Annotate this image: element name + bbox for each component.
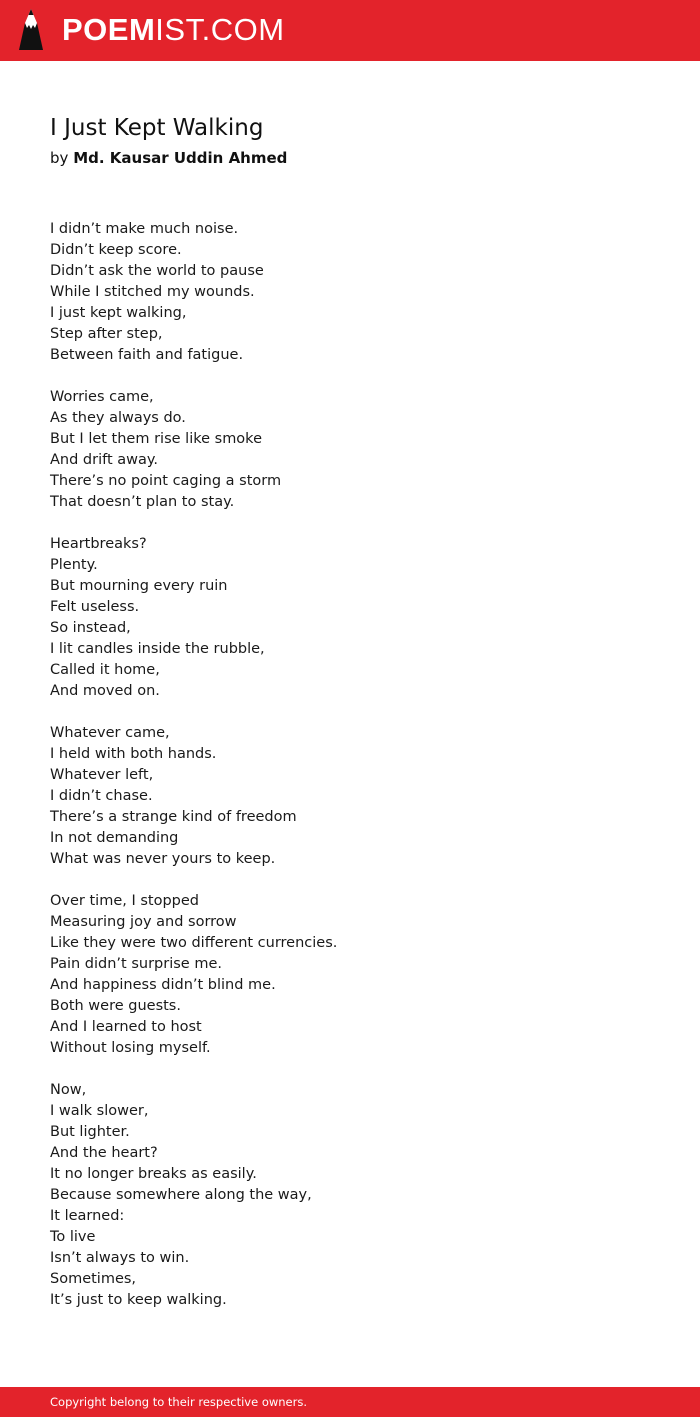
poem-line: There’s no point caging a storm bbox=[50, 473, 282, 489]
stanza bbox=[50, 387, 650, 513]
site-logo[interactable] bbox=[62, 10, 285, 50]
poem-line: So instead, bbox=[50, 620, 131, 636]
poem-line: And happiness didn’t blind me. bbox=[50, 977, 276, 993]
poem-line: Without losing myself. bbox=[50, 1040, 211, 1056]
by-label: by bbox=[50, 149, 69, 167]
poem-line: Whatever came, bbox=[50, 725, 170, 741]
poem-line: It’s just to keep walking. bbox=[50, 1292, 227, 1308]
poem-line: In not demanding bbox=[50, 830, 179, 846]
poem-line: Called it home, bbox=[50, 662, 160, 678]
poem-line: I didn’t make much noise. bbox=[50, 221, 239, 237]
site-header bbox=[0, 0, 700, 61]
poem-line: There’s a strange kind of freedom bbox=[50, 809, 297, 825]
stanza bbox=[50, 891, 650, 1059]
pencil-icon[interactable] bbox=[18, 9, 44, 51]
poem-title: I Just Kept Walking bbox=[50, 115, 264, 141]
poem-line: Didn’t keep score. bbox=[50, 242, 182, 258]
poem-line: As they always do. bbox=[50, 410, 186, 426]
logo-light-text: IST.COM bbox=[155, 12, 285, 47]
poem-line: Plenty. bbox=[50, 557, 98, 573]
poem-line: Heartbreaks? bbox=[50, 536, 147, 552]
copyright-text: Copyright belong to their respective owners. bbox=[50, 1395, 308, 1409]
poem-line: Both were guests. bbox=[50, 998, 181, 1014]
poem-line: What was never yours to keep. bbox=[50, 851, 276, 867]
poem-line: Didn’t ask the world to pause bbox=[50, 263, 264, 279]
poem-line: I lit candles inside the rubble, bbox=[50, 641, 265, 657]
poem-line: And I learned to host bbox=[50, 1019, 202, 1035]
poem-line: I held with both hands. bbox=[50, 746, 217, 762]
poem-line: But lighter. bbox=[50, 1124, 130, 1140]
stanza bbox=[50, 723, 650, 870]
poem-line: Between faith and fatigue. bbox=[50, 347, 244, 363]
poem-line: Pain didn’t surprise me. bbox=[50, 956, 222, 972]
poem-line: Measuring joy and sorrow bbox=[50, 914, 237, 930]
stanza bbox=[50, 219, 650, 366]
poem-line: But I let them rise like smoke bbox=[50, 431, 262, 447]
poem-line: Worries came, bbox=[50, 389, 154, 405]
poem-line: It no longer breaks as easily. bbox=[50, 1166, 257, 1182]
poem-line: To live bbox=[50, 1229, 96, 1245]
logo-bold-text: POEM bbox=[62, 12, 156, 47]
site-footer bbox=[0, 1387, 700, 1417]
poem-line: Step after step, bbox=[50, 326, 163, 342]
poem-line: While I stitched my wounds. bbox=[50, 284, 255, 300]
poem-line: But mourning every ruin bbox=[50, 578, 228, 594]
poem-line: That doesn’t plan to stay. bbox=[50, 494, 235, 510]
poem-line: Over time, I stopped bbox=[50, 893, 199, 909]
poem-line: Sometimes, bbox=[50, 1271, 137, 1287]
poem-line: And the heart? bbox=[50, 1145, 158, 1161]
poem-line: Like they were two different currencies. bbox=[50, 935, 338, 951]
poem-line: I didn’t chase. bbox=[50, 788, 153, 804]
poem-line: I walk slower, bbox=[50, 1103, 149, 1119]
poem-line: Whatever left, bbox=[50, 767, 154, 783]
byline bbox=[50, 149, 287, 167]
poem-line: And moved on. bbox=[50, 683, 160, 699]
author-name: Md. Kausar Uddin Ahmed bbox=[73, 149, 288, 167]
stanza bbox=[50, 1080, 650, 1311]
poem-line: Felt useless. bbox=[50, 599, 140, 615]
poem-line: Isn’t always to win. bbox=[50, 1250, 190, 1266]
poem-line: Now, bbox=[50, 1082, 87, 1098]
poem-line: I just kept walking, bbox=[50, 305, 187, 321]
poem-line: And drift away. bbox=[50, 452, 159, 468]
poem-line: It learned: bbox=[50, 1208, 125, 1224]
stanza bbox=[50, 534, 650, 702]
poem-body bbox=[50, 219, 650, 1332]
poem-line: Because somewhere along the way, bbox=[50, 1187, 312, 1203]
